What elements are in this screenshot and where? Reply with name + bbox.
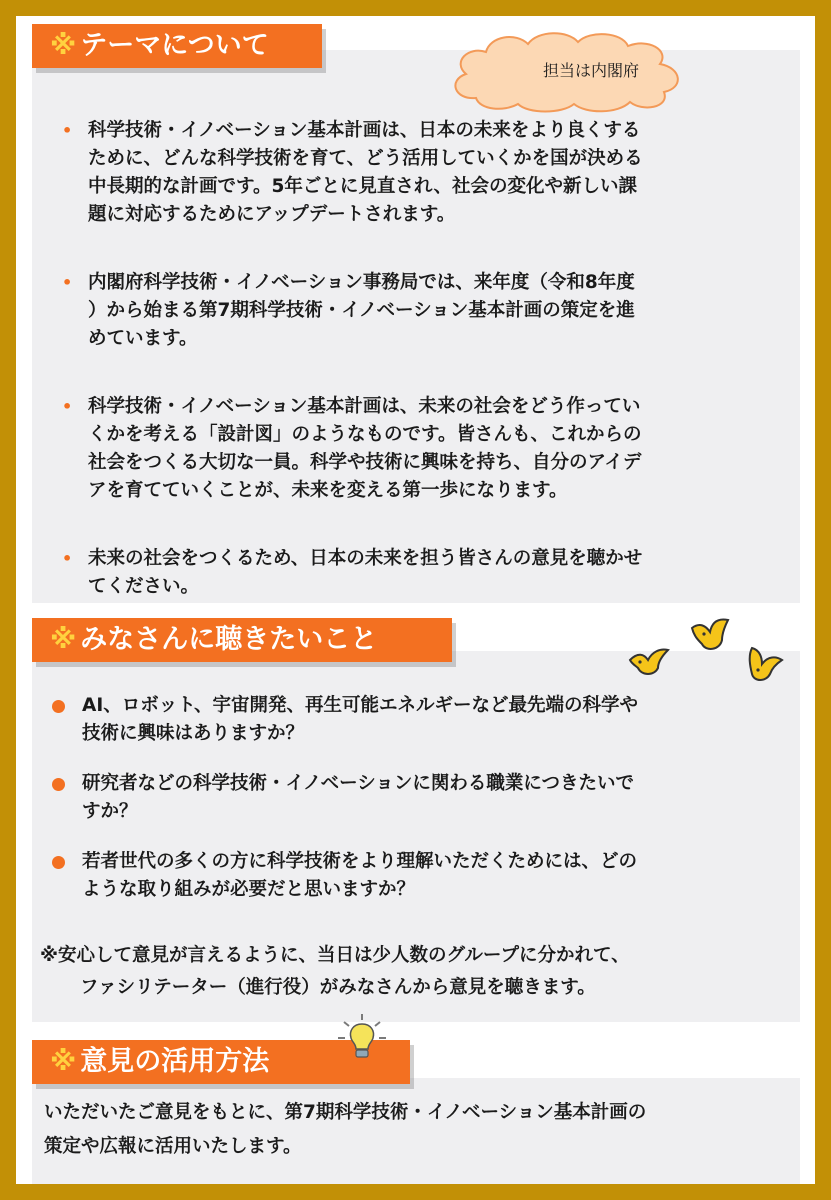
list-item-line: 科学技術・イノベーション基本計画は、未来の社会をどう作ってい xyxy=(88,396,641,417)
questions-note xyxy=(40,940,800,1004)
questions-heading-text: みなさんに聴きたいこと xyxy=(80,624,378,655)
list-item-line: AI、ロボット、宇宙開発、再生可能エネルギーなど最先端の科学や xyxy=(82,695,639,716)
list-item xyxy=(44,117,796,229)
list-item-line: てください。 xyxy=(88,576,200,597)
list-item-line: 若者世代の多くの方に科学技術をより理解いただくためには、どの xyxy=(82,851,638,872)
bullet-dot: • xyxy=(62,121,73,140)
list-item-line: ために、どんな科学技術を育て、どう活用していくかを国が決める xyxy=(88,148,643,169)
list-item-line: 内閣府科学技術・イノベーション事務局では、来年度（令和8年度 xyxy=(88,272,635,293)
list-item-line: ）から始まる第7期科学技術・イノベーション基本計画の策定を進 xyxy=(88,300,635,321)
questions-bullet-list xyxy=(44,692,796,926)
asterisk-mark: ※ xyxy=(50,624,77,655)
bird-icon xyxy=(688,616,732,656)
list-item-line: くかを考える「設計図」のようなものです。皆さんも、これからの xyxy=(88,424,642,445)
note-line: ※安心して意見が言えるように、当日は少人数のグループに分かれて、 xyxy=(40,945,630,966)
lightbulb-icon xyxy=(334,1012,390,1062)
usage-text xyxy=(44,1096,800,1164)
list-item-line: 未来の社会をつくるため、日本の未来を担う皆さんの意見を聴かせ xyxy=(88,548,643,569)
bird-icon xyxy=(628,646,670,680)
about-bullet-list xyxy=(44,117,796,641)
bullet-dot: • xyxy=(62,397,73,416)
bullet-dot xyxy=(52,778,65,791)
note-line: ファシリテーター（進行役）がみなさんから意見を聴きます。 xyxy=(80,977,596,998)
list-item-line: ような取り組みが必要だと思いますか？ xyxy=(82,879,416,900)
bird-icon xyxy=(744,644,784,686)
list-item-line: 技術に興味はありますか？ xyxy=(82,723,305,744)
cloud-label: 担当は内閣府 xyxy=(543,61,640,80)
questions-heading xyxy=(32,618,452,662)
usage-line: 策定や広報に活用いたします。 xyxy=(44,1136,302,1157)
list-item xyxy=(44,692,796,748)
list-item-line: 題に対応するためにアップデートされます。 xyxy=(88,204,456,225)
list-item-line: アを育てていくことが、未来を変える第一歩になります。 xyxy=(88,480,568,501)
bullet-dot: • xyxy=(62,273,73,292)
usage-heading-text: 意見の活用方法 xyxy=(80,1046,270,1077)
usage-line: いただいたご意見をもとに、第7期科学技術・イノベーション基本計画の xyxy=(44,1102,647,1123)
asterisk-mark: ※ xyxy=(50,1046,77,1077)
list-item xyxy=(44,393,796,505)
list-item xyxy=(44,269,796,353)
about-heading-text: テーマについて xyxy=(80,30,269,61)
list-item-line: 中長期的な計画です。5年ごとに見直され、社会の変化や新しい課 xyxy=(88,176,638,197)
about-heading xyxy=(32,24,322,68)
list-item xyxy=(44,848,796,904)
bullet-dot xyxy=(52,700,65,713)
list-item-line: めています。 xyxy=(88,328,198,349)
bullet-dot: • xyxy=(62,549,73,568)
bullet-dot xyxy=(52,856,65,869)
list-item xyxy=(44,545,796,601)
list-item-line: 研究者などの科学技術・イノベーションに関わる職業につきたいで xyxy=(82,773,635,794)
list-item-line: 社会をつくる大切な一員。科学や技術に興味を持ち、自分のアイデ xyxy=(88,452,642,473)
list-item xyxy=(44,770,796,826)
list-item-line: すか？ xyxy=(82,801,138,822)
list-item-line: 科学技術・イノベーション基本計画は、日本の未来をより良くする xyxy=(88,120,641,141)
asterisk-mark: ※ xyxy=(50,30,77,61)
